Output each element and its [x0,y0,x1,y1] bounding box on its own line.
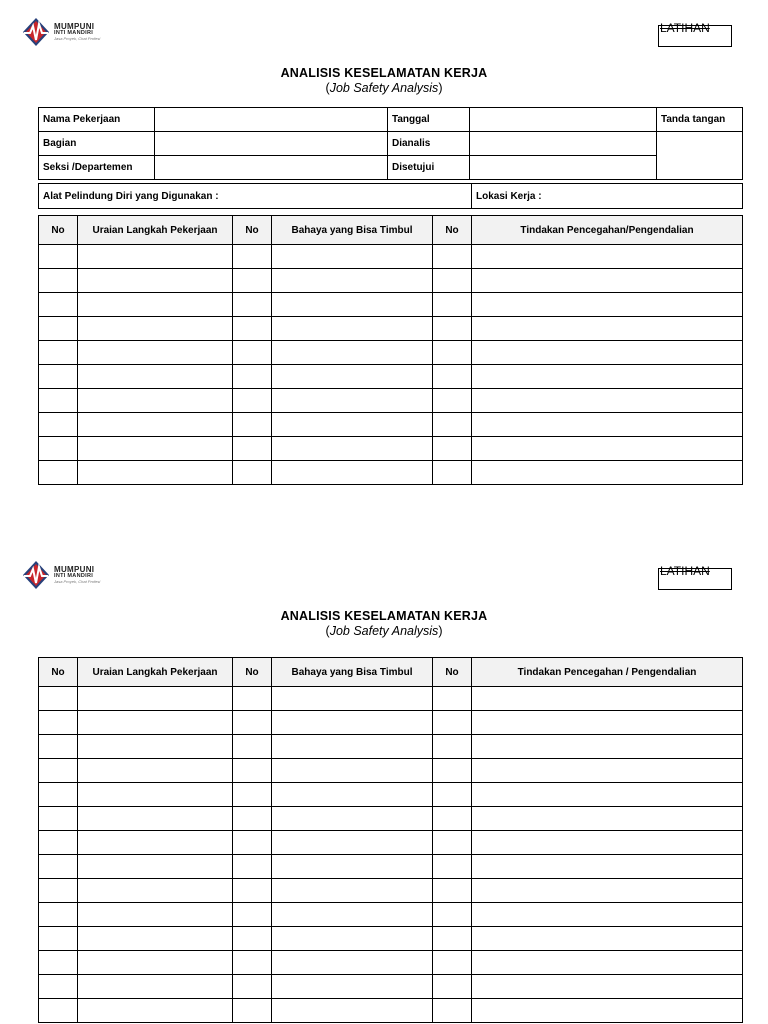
table-cell[interactable] [78,413,233,437]
table-cell[interactable] [39,437,78,461]
table-cell[interactable] [39,269,78,293]
table-cell[interactable] [233,437,272,461]
table-cell[interactable] [39,903,78,927]
table-row [39,245,743,269]
table-row [39,783,743,807]
table-row [39,711,743,735]
table-cell[interactable] [272,855,433,879]
label-tanggal: Tanggal [388,108,470,132]
table-cell[interactable] [472,783,743,807]
table-row [39,317,743,341]
table-cell[interactable] [78,293,233,317]
table-cell[interactable] [433,879,472,903]
table-cell[interactable] [433,413,472,437]
table-cell[interactable] [39,855,78,879]
table-cell[interactable] [433,269,472,293]
table-cell[interactable] [39,413,78,437]
table-row [39,759,743,783]
table-cell[interactable] [233,711,272,735]
table-cell[interactable] [433,437,472,461]
table-cell[interactable] [233,269,272,293]
table-cell[interactable] [78,365,233,389]
column-header: No [433,216,472,245]
column-header: Bahaya yang Bisa Timbul [272,216,433,245]
table-row [39,951,743,975]
table-cell[interactable] [272,951,433,975]
column-header: No [39,658,78,687]
table-cell[interactable] [233,735,272,759]
nama-pekerjaan-field[interactable] [155,108,388,132]
table-cell[interactable] [433,807,472,831]
table-row [39,461,743,485]
logo-emblem-icon [22,17,50,47]
table-row [39,269,743,293]
table-cell[interactable] [472,759,743,783]
table-cell[interactable] [472,975,743,999]
table-cell[interactable] [78,389,233,413]
table-cell[interactable] [472,461,743,485]
table-cell[interactable] [78,437,233,461]
table-cell[interactable] [272,975,433,999]
table-cell[interactable] [233,687,272,711]
dianalis-field[interactable] [470,132,657,156]
table-cell[interactable] [433,759,472,783]
table-cell[interactable] [272,317,433,341]
apd-table [38,183,743,209]
table-cell[interactable] [233,389,272,413]
table-cell[interactable] [272,999,433,1023]
table-row [39,831,743,855]
table-cell[interactable] [472,413,743,437]
table-cell[interactable] [433,317,472,341]
table-row [39,735,743,759]
table-cell[interactable] [433,855,472,879]
table-cell[interactable] [233,317,272,341]
table-cell[interactable] [39,365,78,389]
table-cell[interactable] [472,269,743,293]
table-row [39,999,743,1023]
table-cell[interactable] [272,413,433,437]
bagian-field[interactable] [155,132,388,156]
table-cell[interactable] [472,341,743,365]
table-cell[interactable] [39,317,78,341]
table-cell[interactable] [39,879,78,903]
table-cell[interactable] [233,341,272,365]
form-title: ANALISIS KESELAMATAN KERJA [280,609,488,623]
table-cell[interactable] [472,951,743,975]
table-row [39,341,743,365]
table-cell[interactable] [272,927,433,951]
table-cell[interactable] [472,389,743,413]
tanggal-field[interactable] [470,108,657,132]
table-row [39,687,743,711]
company-name: MUMPUNI [54,564,95,574]
table-cell[interactable] [233,927,272,951]
column-header: No [39,216,78,245]
column-header: Uraian Langkah Pekerjaan [78,216,233,245]
table-cell[interactable] [39,341,78,365]
table-cell[interactable] [39,831,78,855]
table-cell[interactable] [39,783,78,807]
table-cell[interactable] [472,365,743,389]
table-cell[interactable] [472,293,743,317]
table-cell[interactable] [272,293,433,317]
table-cell[interactable] [433,687,472,711]
table-row [39,807,743,831]
table-cell[interactable] [272,245,433,269]
table-cell[interactable] [233,245,272,269]
table-cell[interactable] [272,437,433,461]
table-cell[interactable] [233,855,272,879]
table-cell[interactable] [272,341,433,365]
table-cell[interactable] [78,903,233,927]
table-cell[interactable] [233,413,272,437]
lokasi-kerja-field[interactable]: Lokasi Kerja : [472,184,743,209]
table-cell[interactable] [272,365,433,389]
table-cell[interactable] [272,711,433,735]
table-cell[interactable] [433,783,472,807]
table-cell[interactable] [233,903,272,927]
table-cell[interactable] [433,461,472,485]
table-cell[interactable] [272,783,433,807]
table-cell[interactable] [233,879,272,903]
jsa-table-2 [38,657,743,1023]
label-seksi: Seksi /Departemen [39,156,155,180]
table-cell[interactable] [233,975,272,999]
form-subtitle: (Job Safety Analysis) [325,81,443,95]
label-tanda-tangan: Tanda tangan [657,108,743,132]
table-cell[interactable] [272,759,433,783]
table-cell[interactable] [433,735,472,759]
table-row [39,855,743,879]
table-cell[interactable] [78,269,233,293]
company-logo [22,560,100,590]
form-title: ANALISIS KESELAMATAN KERJA [280,66,488,80]
column-header: Tindakan Pencegahan / Pengendalian [472,658,743,687]
column-header: Tindakan Pencegahan/Pengendalian [472,216,743,245]
table-cell[interactable] [39,461,78,485]
table-cell[interactable] [433,341,472,365]
table-cell[interactable] [78,711,233,735]
table-cell[interactable] [472,999,743,1023]
table-cell[interactable] [78,999,233,1023]
table-cell[interactable] [433,711,472,735]
table-cell[interactable] [472,927,743,951]
company-logo [22,17,100,47]
table-cell[interactable] [39,951,78,975]
apd-field[interactable]: Alat Pelindung Diri yang Digunakan : [39,184,472,209]
table-cell[interactable] [433,975,472,999]
table-cell[interactable] [39,999,78,1023]
seksi-field[interactable] [155,156,388,180]
table-cell[interactable] [472,317,743,341]
company-tagline: Jasa Proyek, Chat Profesi [54,36,101,42]
table-cell[interactable] [433,927,472,951]
column-header: No [433,658,472,687]
table-cell[interactable] [78,687,233,711]
logo-emblem-icon [22,560,50,590]
table-cell[interactable] [272,389,433,413]
table-cell[interactable] [39,687,78,711]
table-cell[interactable] [433,245,472,269]
table-row [39,293,743,317]
table-cell[interactable] [272,461,433,485]
table-cell[interactable] [472,903,743,927]
table-cell[interactable] [272,735,433,759]
table-cell[interactable] [272,879,433,903]
table-cell[interactable] [272,807,433,831]
table-row [39,389,743,413]
table-cell[interactable] [233,831,272,855]
company-name: MUMPUNI [54,21,95,31]
table-cell[interactable] [472,855,743,879]
table-cell[interactable] [233,999,272,1023]
table-cell[interactable] [78,951,233,975]
table-cell[interactable] [78,461,233,485]
table-cell[interactable] [39,245,78,269]
table-cell[interactable] [78,341,233,365]
signature-field[interactable] [657,132,743,180]
table-cell[interactable] [78,855,233,879]
table-cell[interactable] [39,293,78,317]
table-cell[interactable] [233,951,272,975]
table-cell[interactable] [78,735,233,759]
table-cell[interactable] [433,831,472,855]
latihan-stamp: LATIHAN [658,568,732,590]
job-info-table [38,107,743,180]
table-cell[interactable] [78,759,233,783]
label-nama-pekerjaan: Nama Pekerjaan [39,108,155,132]
company-name-2: INTI MANDIRI [54,572,94,579]
table-cell[interactable] [472,879,743,903]
table-cell[interactable] [39,389,78,413]
table-row [39,975,743,999]
table-cell[interactable] [472,437,743,461]
table-cell[interactable] [39,735,78,759]
table-cell[interactable] [433,389,472,413]
table-cell[interactable] [272,831,433,855]
table-cell[interactable] [433,903,472,927]
column-header: Uraian Langkah Pekerjaan [78,658,233,687]
table-cell[interactable] [472,687,743,711]
table-row [39,903,743,927]
table-cell[interactable] [233,293,272,317]
table-cell[interactable] [78,975,233,999]
table-cell[interactable] [39,807,78,831]
table-cell[interactable] [472,807,743,831]
table-row [39,413,743,437]
label-bagian: Bagian [39,132,155,156]
table-cell[interactable] [472,711,743,735]
table-cell[interactable] [39,759,78,783]
table-cell[interactable] [78,831,233,855]
table-row [39,365,743,389]
table-cell[interactable] [272,269,433,293]
column-header: No [233,216,272,245]
table-cell[interactable] [472,245,743,269]
table-cell[interactable] [39,711,78,735]
table-cell[interactable] [433,365,472,389]
table-cell[interactable] [78,807,233,831]
disetujui-field[interactable] [470,156,657,180]
table-cell[interactable] [472,831,743,855]
label-disetujui: Disetujui [388,156,470,180]
table-cell[interactable] [78,317,233,341]
company-name-2: INTI MANDIRI [54,29,94,36]
table-row [39,879,743,903]
table-cell[interactable] [233,365,272,389]
table-cell[interactable] [78,879,233,903]
table-row [39,927,743,951]
table-cell[interactable] [233,461,272,485]
table-cell[interactable] [433,293,472,317]
table-cell[interactable] [233,759,272,783]
table-cell[interactable] [233,807,272,831]
table-row [39,437,743,461]
table-cell[interactable] [39,975,78,999]
table-cell[interactable] [78,783,233,807]
table-cell[interactable] [272,903,433,927]
table-cell[interactable] [472,735,743,759]
table-cell[interactable] [433,999,472,1023]
table-cell[interactable] [78,245,233,269]
form-subtitle: (Job Safety Analysis) [325,624,443,638]
column-header: No [233,658,272,687]
label-dianalis: Dianalis [388,132,470,156]
column-header: Bahaya yang Bisa Timbul [272,658,433,687]
latihan-stamp: LATIHAN [658,25,732,47]
jsa-table-1 [38,215,743,485]
table-cell[interactable] [433,951,472,975]
table-cell[interactable] [39,927,78,951]
table-cell[interactable] [272,687,433,711]
company-tagline: Jasa Proyek, Chat Profesi [54,579,101,585]
table-cell[interactable] [78,927,233,951]
table-cell[interactable] [233,783,272,807]
